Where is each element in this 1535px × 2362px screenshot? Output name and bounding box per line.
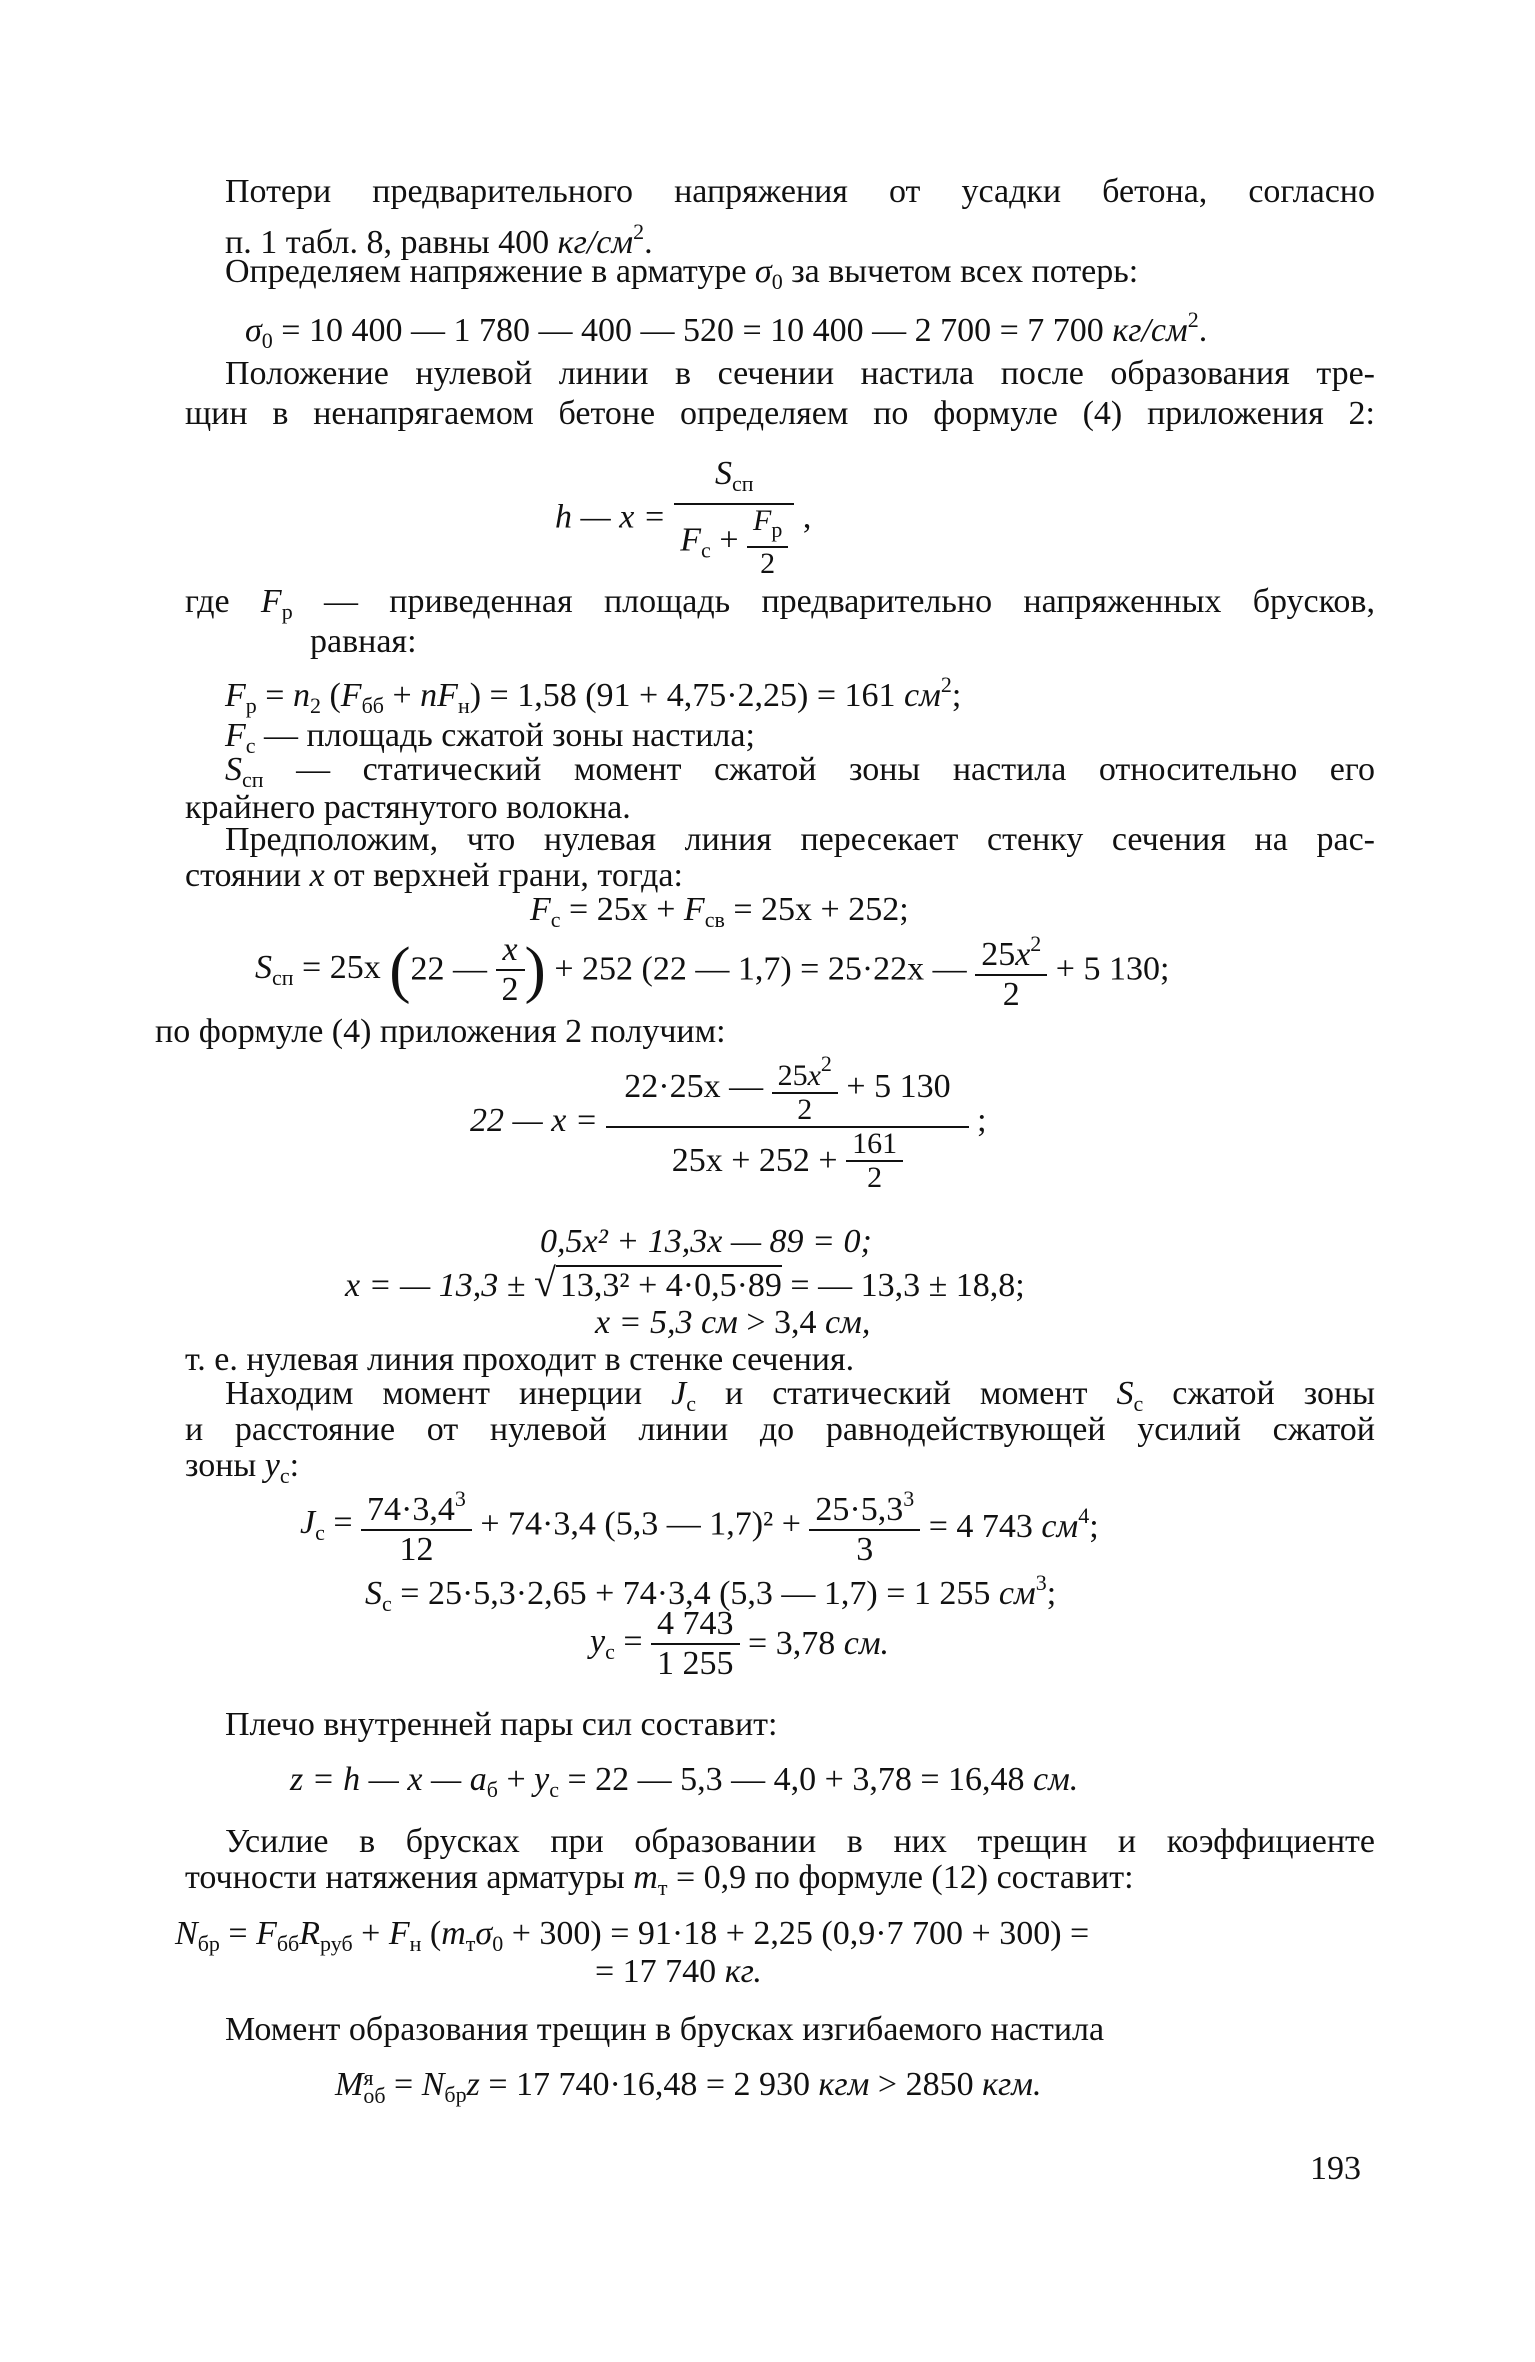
text-line: где $F_р$ — приведенная площадь предварительно напряженных брусков,	[185, 583, 1375, 624]
equation: $N_{бр} = F_{бб}R_{руб} + F_н$ $(m_т\sigma_0 + 300) = 91\cdot 18 + 2,25$ (0,9·7 700 + 300) =	[175, 1915, 1090, 1956]
equation: $F_с = 25x + F_{св} = 25x + 252$;	[530, 891, 909, 932]
text-line: Усилие в брусках при образовании в них трещин и коэффициенте	[225, 1823, 1375, 1860]
equation: $y_с$ = $\frac{4 743}{1 255}$ = 3,78 см.	[590, 1605, 890, 1682]
equation: $\sigma_0 = 10$ 400 — 1 780 — 400 — 520 = 10 400 — 2 700 = 7 700 $кг/см^2$.	[245, 307, 1208, 353]
page-number: 193	[1310, 2150, 1361, 2187]
text-line: зоны $y_с$:	[185, 1447, 300, 1488]
equation: = 17 740 кг.	[595, 1953, 762, 1990]
text-line: Определяем напряжение в арматуре $\sigma_0$ за вычетом всех потерь:	[225, 253, 1139, 294]
text-line: $S_{сп}$ — статический момент сжатой зоны настила относительно его	[225, 751, 1375, 792]
text-line: Находим момент инерции $J_с$ и статический момент $S_с$ сжатой зоны	[225, 1375, 1376, 1416]
text-line: стоянии x от верхней грани, тогда:	[185, 857, 683, 894]
text-line: равная:	[310, 623, 417, 660]
text-line: Момент образования трещин в брусках изгибаемого настила	[225, 2011, 1105, 2048]
text-line: щин в ненапрягаемом бетоне определяем по формуле (4) приложения 2:	[185, 395, 1375, 432]
text-line: крайнего растянутого волокна.	[185, 789, 631, 826]
equation: x = 5,3 см > 3,4 см,	[595, 1304, 871, 1341]
text-line: Плечо внутренней пары сил составит:	[225, 1706, 778, 1743]
equation: 22 — x = 22·25x — $\frac{25x^2}{2}$ + 5 130 25x + 252 + $\frac{161}{2}$ ;	[470, 1048, 987, 1194]
text-line: п. 1 табл. 8, равны 400 $кг/см^2$.	[225, 219, 653, 261]
text-line: и расстояние от нулевой линии до равнодействующей усилий сжатой	[185, 1411, 1375, 1448]
text-line: Положение нулевой линии в сечении настила после образования тре-	[225, 355, 1375, 392]
equation: $J_с$ = $\frac{74\cdot 3,4^3}{12}$ + 74·3,4 (5,3 — 1,7)² + $\frac{25\cdot 5,3^3}{3}$ = 4 743 $см^4$;	[300, 1480, 1099, 1569]
text-line: Потери предварительного напряжения от усадки бетона, согласно	[225, 173, 1375, 210]
equation: 0,5x² + 13,3x — 89 = 0;	[540, 1223, 872, 1260]
text-line: точности натяжения арматуры $m_т = 0,9$ по формуле (12) составит:	[185, 1859, 1134, 1900]
equation: z = h — x — $a_б + y_с = 22$ — 5,3 — 4,0 + 3,78 = 16,48 см.	[290, 1761, 1079, 1802]
equation: $S_с = 25\cdot 5,3\cdot 2,65 + 74\cdot 3,4$ (5,3 — 1,7) = 1 255 $см^3$;	[365, 1570, 1057, 1616]
equation: M я об = $N_{бр}z = 17$ 740·16,48 = 2 930 кгм > 2850 кгм.	[335, 2065, 1042, 2109]
equation: h — x = $S_{сп}$ $F_с$ + $\frac{F_р}{2}$ ,	[555, 455, 812, 580]
text-line: $F_с$ — площадь сжатой зоны настила;	[225, 717, 755, 758]
equation: $F_р = n_2$ $(F_{бб} + nF_н) = 1,58$ (91 + 4,75·2,25) = 161 $см^2$;	[225, 672, 962, 718]
text-line: т. е. нулевая линия проходит в стенке сечения.	[185, 1341, 855, 1378]
text-line: по формуле (4) приложения 2 получим:	[155, 1013, 726, 1050]
text-line: Предположим, что нулевая линия пересекает стенку сечения на рас-	[225, 821, 1375, 858]
equation: $S_{сп} = 25x$ (22 — $\frac{x}{2}$ ) + 252 (22 — 1,7) = 25·22x — $\frac{25x^2}{2}$ + 5 130;	[255, 925, 1169, 1014]
equation: x = — 13,3 ± √ 13,3² + 4·0,5·89 = — 13,3 ± 18,8;	[345, 1260, 1025, 1305]
